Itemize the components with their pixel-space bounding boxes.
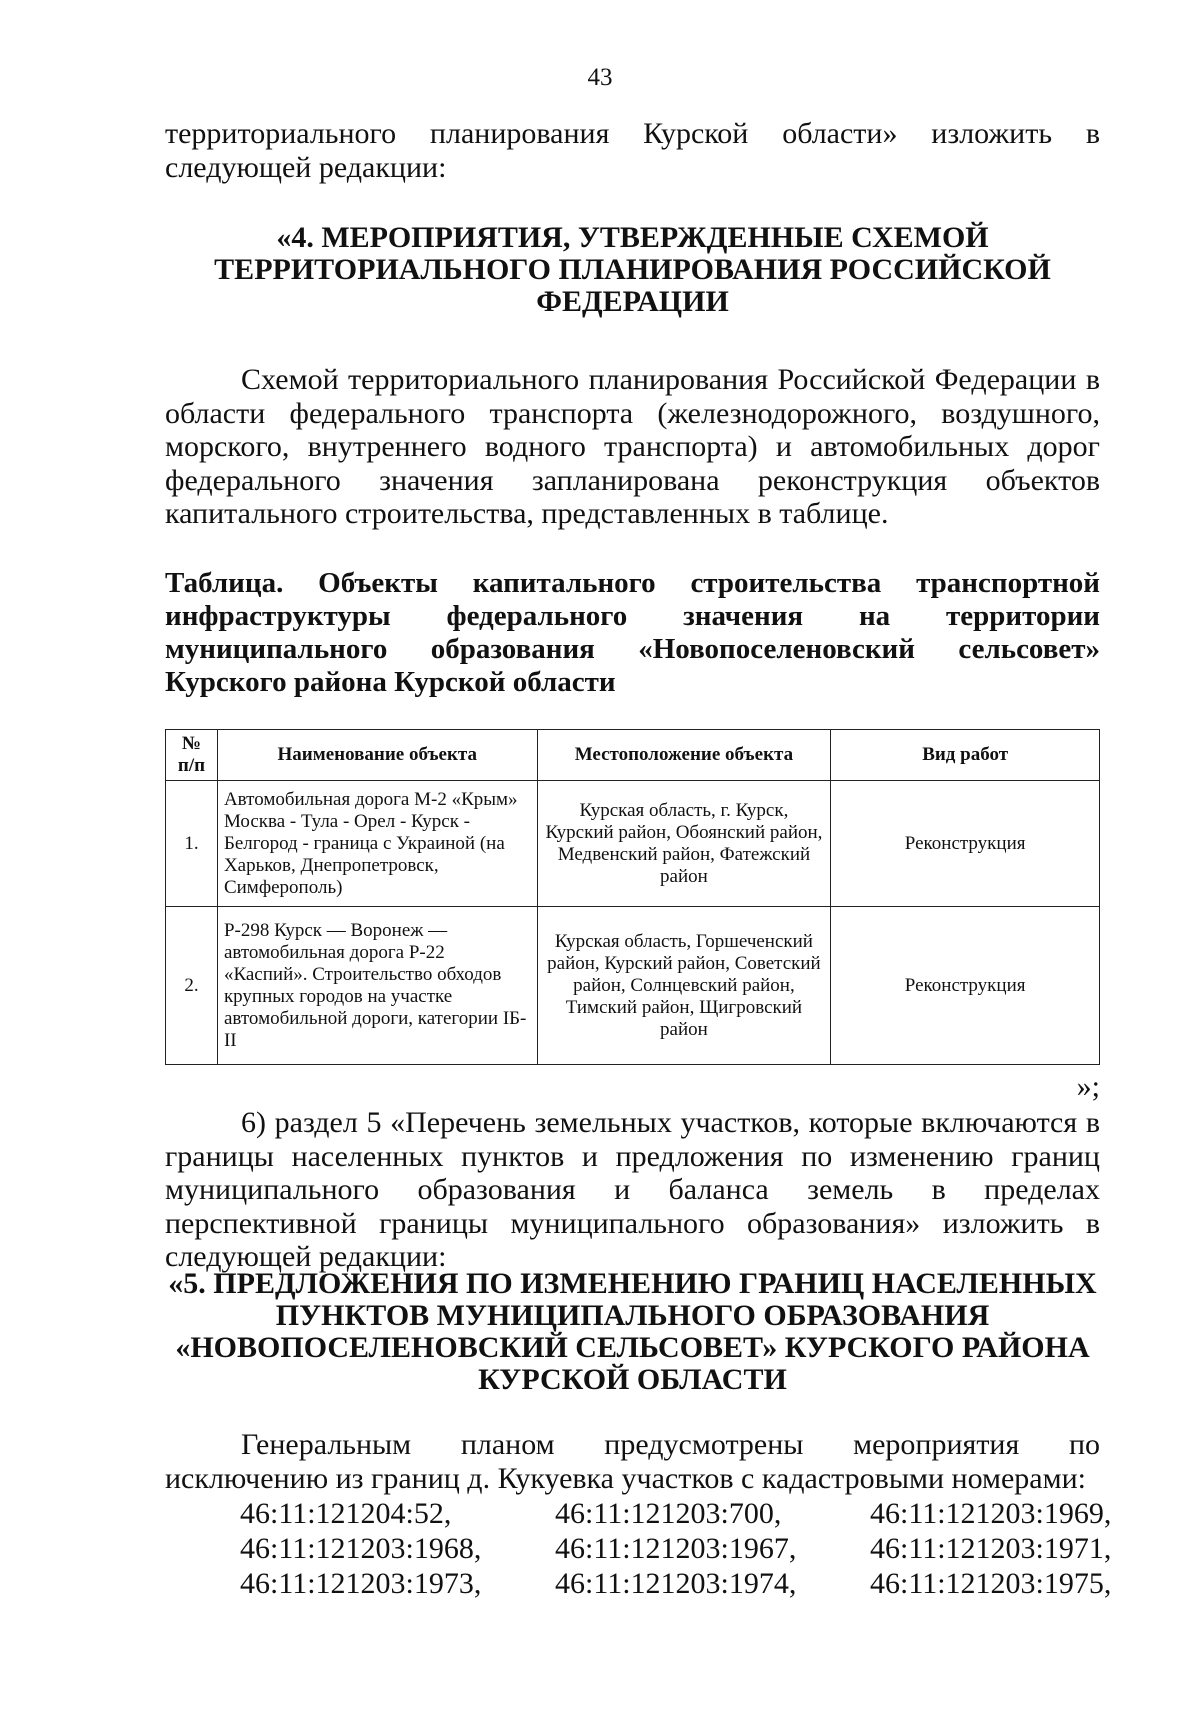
table-caption (165, 567, 1100, 699)
row-number: 1. (166, 781, 218, 907)
section-5-paragraph: Генеральным планом предусмотрены мероприятия по исключению из границ д. Кукуевка участков с кадастровыми номерами: (165, 1428, 1100, 1495)
closing-quote: »; (1076, 1070, 1100, 1103)
cadastral-number: 46:11:121203:1969, (870, 1497, 1112, 1530)
cadastral-numbers-list (240, 1496, 1110, 1601)
row-work-type: Реконструкция (831, 781, 1100, 907)
row-object-name: Р-298 Курск — Воронеж — автомобильная дорога Р-22 «Каспий». Строительство обходов крупных городов на участке автомобильной дороги, категории IБ-II (217, 907, 537, 1065)
objects-table (165, 729, 1100, 1065)
section-5-heading: «5. ПРЕДЛОЖЕНИЯ ПО ИЗМЕНЕНИЮ ГРАНИЦ НАСЕЛЕННЫХ ПУНКТОВ МУНИЦИПАЛЬНОГО ОБРАЗОВАНИЯ «НОВОПОСЕЛЕНОВСКИЙ СЕЛЬСОВЕТ» КУРСКОГО РАЙОНА КУРСКОЙ ОБЛАСТИ (168, 1267, 1097, 1396)
header-location: Местоположение объекта (537, 730, 831, 781)
section-4-paragraph: Схемой территориального планирования Российской Федерации в области федерального транспорта (железнодорожного, воздушного, морского, внутреннего водного транспорта) и автомобильных дорог федерального значения запланирована реконструкция объектов капитального строительства, представленных в таблице. (165, 363, 1100, 530)
row-location: Курская область, Горшеченский район, Курский район, Советский район, Солнцевский район, Тимский район, Щигровский район (537, 907, 831, 1065)
header-number: № п/п (166, 730, 218, 781)
cadastral-number: 46:11:121203:1968, (240, 1532, 482, 1565)
row-location: Курская область, г. Курск, Курский район, Обоянский район, Медвенский район, Фатежский район (537, 781, 831, 907)
table-caption-last-line: Курского района Курской области (165, 666, 616, 698)
table-caption-main: Таблица. Объекты капитального строительства транспортной инфраструктуры федерального значения на территории муниципального образования «Новопоселеновский сельсовет» (165, 567, 1100, 665)
paragraph-6: 6) раздел 5 «Перечень земельных участков, которые включаются в границы населенных пунктов и предложения по изменению границ муниципального образования и баланса земель в пределах перспективной границы муниципального образования» изложить в следующей редакции: (165, 1106, 1100, 1273)
row-object-name: Автомобильная дорога М-2 «Крым» Москва - Тула - Орел - Курск - Белгород - граница с Украиной (на Харьков, Днепропетровск, Симферополь) (217, 781, 537, 907)
intro-paragraph: территориального планирования Курской области» изложить в следующей редакции: (165, 117, 1100, 184)
cadastral-number: 46:11:121203:1974, (555, 1567, 797, 1600)
section-4-heading: «4. МЕРОПРИЯТИЯ, УТВЕРЖДЕННЫЕ СХЕМОЙ ТЕРРИТОРИАЛЬНОГО ПЛАНИРОВАНИЯ РОССИЙСКОЙ ФЕДЕРАЦИИ (214, 221, 1051, 318)
cadastral-number: 46:11:121203:1967, (555, 1532, 797, 1565)
table-header-row (166, 730, 1100, 781)
header-work-type: Вид работ (831, 730, 1100, 781)
cadastral-number: 46:11:121204:52, (240, 1497, 452, 1530)
cadastral-number: 46:11:121203:700, (555, 1497, 782, 1530)
cadastral-row (240, 1496, 1110, 1531)
cadastral-number: 46:11:121203:1975, (870, 1567, 1112, 1600)
cadastral-number: 46:11:121203:1971, (870, 1532, 1112, 1565)
table-row (166, 781, 1100, 907)
table-row (166, 907, 1100, 1065)
row-number: 2. (166, 907, 218, 1065)
row-work-type: Реконструкция (831, 907, 1100, 1065)
cadastral-row (240, 1531, 1110, 1566)
header-name: Наименование объекта (217, 730, 537, 781)
cadastral-row (240, 1566, 1110, 1601)
page-number: 43 (587, 64, 613, 91)
cadastral-number: 46:11:121203:1973, (240, 1567, 482, 1600)
